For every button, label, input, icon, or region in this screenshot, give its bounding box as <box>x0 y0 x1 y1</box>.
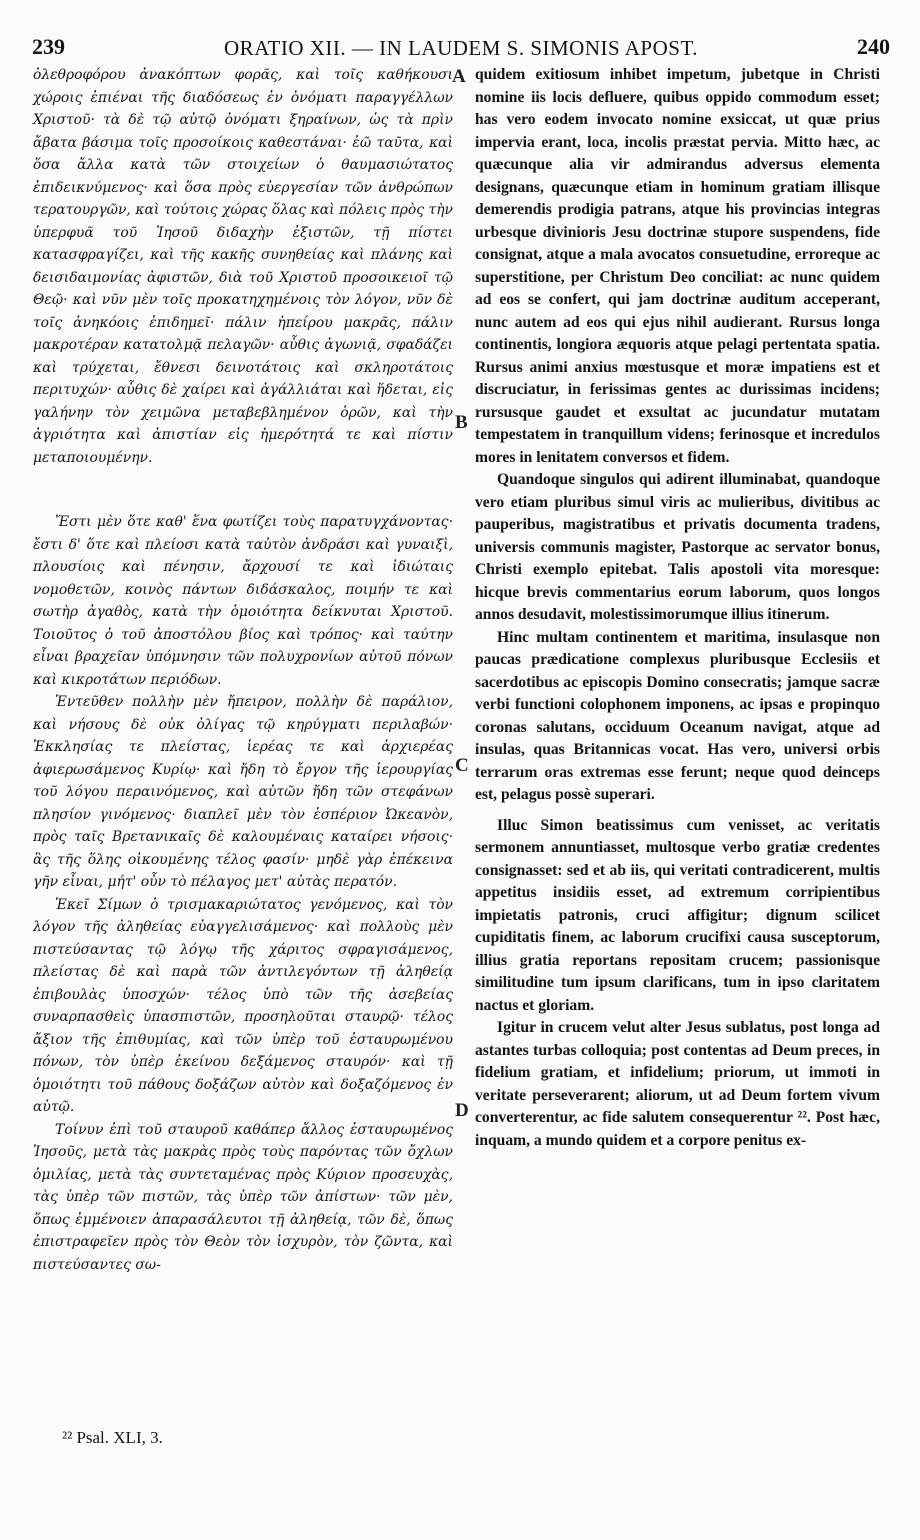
greek-paragraph-1: ὀλεθροφόρου ἀνακόπτων φορᾶς, καὶ τοῖς καθήκουσι χώροις ἐπιέναι τῆς διαδόσεως ἐν ὀνόματι παραγγέλλων Χριστοῦ· τὰ δὲ τῷ αὐτῷ ὀνόματι ξηραίνων, ὡς τὰ πρὶν ἄβατα βάσιμα τοῖς προσοίκοις καθεστάναι· ἐῶ ταῦτα, καὶ ὅσα ἄλλα κατὰ τῶν στοιχείων ὁ θαυμασιώτατος ἐπιδεικνύμενος· καὶ ὅσα πρὸς εὐεργεσίαν τῶν ἀνθρώπων τερατουργῶν, καὶ τούτοις χώρας ὅλας καὶ πόλεις πρὸς τὴν ὑπερφυᾶ τοῦ Ἰησοῦ διδαχὴν ἐξιστῶν, τῇ πίστει κατασφραγίζει, καὶ τῆς κακῆς συνηθείας καὶ πλάνης καὶ δεισιδαιμονίας ἀφιστῶν, διὰ τοῦ Χριστοῦ προσοικειοῖ τῷ Θεῷ· καὶ νῦν μὲν τοῖς προκατηχημένοις τὸν λόγον, νῦν δὲ τοῖς ἀνηκόοις ἐπιδημεῖ· πάλιν ἠπείρου μακρᾶς, πάλιν μακροτέραν κατατολμᾷ πελαγῶν· αὖθις ἀγωνιᾷ, σφαδάζει καὶ τρύχεται, ἔθνεσι δεινοτάτοις καὶ σκληροτάτοις περιτυχών· αὖθις δὲ χαίρει καὶ ἀγάλλιάται καὶ ἥδεται, εἰς γαλήνην τὸν χειμῶνα μεταβεβλημένον ὁρῶν, καὶ τὴν ἀγριότητα καὶ ἀπιστίαν εἰς ἡμερότητά τε καὶ πίστιν μεταποιουμένην. <box>33 67 453 466</box>
latin-paragraph-4: Illuc Simon beatissimus cum venisset, ac veritatis sermonem annuntiasset, multosque verbo gratiæ credentes consignasset: sed et ab iis, qui veritati contradicerent, multis appetitus insidiis esset, ad extremum corripientibus impietatis patronis, cruci affigitur; dignum scilicet cupiditatis finem, ac laborum crucifixi causa susceptorum, illius gratia reportans repositam crucem; passionisque similitudine tum ipsum clarificans, tum in ipso claritatem nactus et gloriam. <box>475 816 880 1014</box>
latin-paragraph-2: Quandoque singulos qui adirent illuminabat, quandoque vero etiam pluribus simul viris ac mulieribus, divitibus ac pauperibus, magistratibus et privatis documenta tradens, universis communis magister, Pastorque ac servator bonus, Christi exemplo epitebat. Talis apostoli vita moresque: hicque brevis commentarius eorum laborum, quos longos annos desudavit, molestissimorumque illius itinerum. <box>475 471 880 623</box>
latin-paragraph-1: quidem exitiosum inhibet impetum, jubetque in Christi nomine iis locis defluere, quibus oppido commodum esset; has vero eodem invocato nomine exsiccat, ut quæ prius impervia erant, loca, incolis præstat pervia. Mitto hæc, ac quæcunque alia vir admirandus adversus elementa designans, quæcunque etiam in hominum gratiam illisque demerendis prodigia patrans, atque his provincias integras urbesque divinioris Jesu doctrinæ stupore suspendens, fide consignat, atque a mala avocatos consuetudine, erroreque ac superstitione, per Christum Deo conciliat: ac nunc quidem ad eos se confert, qui jam doctrinæ auditum acceperant, nunc autem ad eos qui ejus nihil audierant. Rursus longa continentis, longiora æquoris atque pelagi pertentata spatia. Rursus animi anxius mœstusque et moræ impatiens est et discruciatur, in ferissimas gentes ac durissimas incidens; rursusque gaudet et exsultat ac jucundatur mutatam tempestatem in tranquillum videns; ferinosque et incredulos mores in lenitatem conversos et fidem. <box>475 66 880 466</box>
latin-paragraph-3: Hinc multam continentem et maritima, insulasque non paucas prædicatione complexus pluribusque Ecclesiis et sacerdotibus ac episcopis Domino consecratis; jamque sacræ verbi functioni colophonem imponens, ac ipsas e propinquo coronas salutans, occiduum Oceanum navigat, atque ad insulas, quas Britannicas vocat. Has vero, universi orbis terrarum oras extremas esse ferunt; neque quod deinceps est, pelagus possè superari. <box>475 628 880 803</box>
margin-marker-d: D <box>455 1100 469 1121</box>
margin-marker-c: C <box>455 755 469 776</box>
page-number-left: 239 <box>32 34 65 59</box>
latin-paragraph-5: Igitur in crucem velut alter Jesus sublatus, post longa ad astantes turbas colloquia; post contentas ad Deum preces, in fidelium gratiam, et infidelium; priorum, ut immoti in veritate perseverarent; aliorum, ut ad Deum fortem vivum converterentur, ac fide salutem consequerentur ²². Post hæc, inquam, a mundo quidem et a corpore penitus ex- <box>475 1019 880 1149</box>
latin-column <box>475 64 880 1152</box>
greek-paragraph-2: Ἔστι μὲν ὅτε καθ' ἕνα φωτίζει τοὺς παρατυγχάνοντας· ἔστι δ' ὅτε καὶ πλείοσι κατὰ ταὐτὸν ἀνδράσι καὶ γυναιξὶ, πλουσίοις καὶ πένησιν, ἄρχουσί τε καὶ ἰδιώταις νομοθετῶν, κοινὸς πάντων διδάσκαλος, ποιμήν τε καὶ σωτὴρ ἀγαθὸς, κατὰ τὴν ὁμοιότητα δείκνυται Χριστοῦ. Τοιοῦτος ὁ τοῦ ἀποστόλου βίος καὶ τρόπος· καὶ ταύτην εἶναι βραχεῖαν ὑπόμνησιν τῶν πολυχρονίων αὐτοῦ πόνων καὶ κικροτάτων περιόδων. <box>33 514 453 688</box>
page-number-right: 240 <box>857 34 890 59</box>
margin-marker-b: B <box>455 412 468 433</box>
greek-column <box>33 64 453 1276</box>
running-title: ORATIO XII. — IN LAUDEM S. SIMONIS APOST. <box>224 36 698 60</box>
margin-marker-a: A <box>452 66 466 87</box>
greek-paragraph-5: Τοίνυν ἐπὶ τοῦ σταυροῦ καθάπερ ἄλλος ἐσταυρωμένος Ἰησοῦς, μετὰ τὰς μακρὰς πρὸς τοὺς παρόντας τῶν ὄχλων ὁμιλίας, μετὰ τὰς συντεταμένας πρὸς Κύριον προσευχὰς, τὰς ὑπὲρ τῶν πιστῶν, τὰς ὑπὲρ τῶν ἀπίστων· τῶν μὲν, ὅπως ἐμμένοιεν ἀπαρασάλευτοι τῇ ἀληθείᾳ, τῶν δὲ, ὅπως ἐπιστραφεῖεν πρὸς τὸν Θεὸν τὸν ἰσχυρὸν, τὸν ζῶντα, καὶ πιστεύσαντες σω- <box>33 1121 453 1273</box>
greek-paragraph-4: Ἐκεῖ Σίμων ὁ τρισμακαριώτατος γενόμενος, καὶ τὸν λόγον τῆς ἀληθείας εὐαγγελισάμενος· καὶ πολλοὺς μὲν πιστεύσαντας τῷ λόγῳ τῆς χάριτος σφραγισάμενος, πλείστας δὲ καὶ παρὰ τῶν ἀντιλεγόντων τῇ ἀληθείᾳ ἐπιβουλὰς ὑποσχών· τέλος ὑπὸ τῶν τῆς ἀσεβείας συναρπασθεὶς ὑπασπιστῶν, προσηλοῦται σταυρῷ· τέλος ἄξιον τῆς ἐπιθυμίας, καὶ τῶν ὑπὲρ τοῦ ἐσταυρωμένου πόνων, τὸν ὑπὲρ ἐκείνου δεξάμενος σταυρόν· καὶ τῇ ὁμοιότητι τοῦ πάθους δοξάζων αὐτὸν καὶ δοξαζόμενος ἐν αὐτῷ. <box>33 896 453 1115</box>
footnote: ²² Psal. XLI, 3. <box>62 1428 163 1447</box>
page-header <box>32 34 890 68</box>
greek-paragraph-3: Ἐντεῦθεν πολλὴν μὲν ἤπειρον, πολλὴν δὲ παράλιον, καὶ νήσους δὲ οὐκ ὀλίγας τῷ κηρύγματι περιλαβών· Ἐκκλησίας τε πλείστας, ἱερέας τε καὶ ἀρχιερέας ἀφιερωσάμενος Κυρίῳ· καὶ ἤδη τὸ ἔργον τῆς ἱερουργίας τοῦ λόγου περαινόμενος, καὶ αὐτῶν ἤδη τῶν στεφάνων πλησίον γινόμενος· διαπλεῖ μὲν τὸν ἑσπέριον Ὠκεανὸν, πρὸς ταῖς Βρετανικαῖς δὲ καλουμέναις καταίρει νήσοις· ἃς τῆς ὅλης οἰκουμένης τέλος φασίν· μηδὲ γὰρ ἐπέκεινα γῆν εἶναι, μήτ' οὖν τὸ πέλαγος μετ' αὐτὰς περατόν. <box>33 694 453 890</box>
